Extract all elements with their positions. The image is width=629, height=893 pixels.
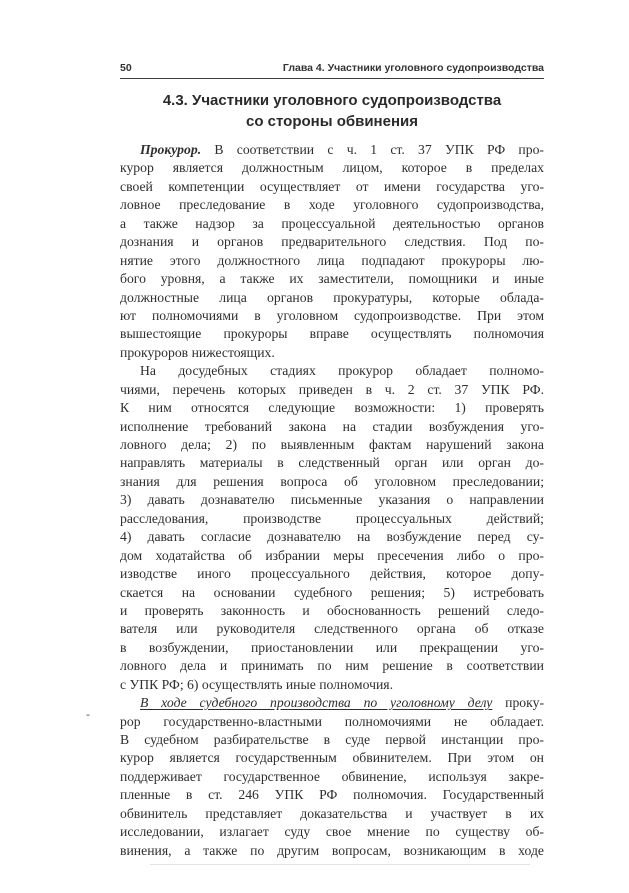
text-line: направлять материалы в следственный орган или орган до- [120,455,544,471]
text-line: чиями, перечень которых приведен в ч. 2 ст. 37 УПК РФ. [120,381,544,397]
text-line: ют полномочиями в уголовном судопроизводстве. При этом [120,307,544,323]
text-line: В ходе судебного производства по уголовному делу проку- [140,695,545,711]
text-line: вышестоящие прокуроры вправе осуществлять полномочия [120,326,544,342]
text-line: винения, а также по другим вопросам, возникающим в ходе [120,842,544,858]
text-line: расследования, производстве процессуальных действий; [120,510,544,526]
text-line: вателя или руководителя следственного органа об отказе [120,621,544,637]
body-text [120,141,544,860]
text-line: с УПК РФ; 6) осуществлять иные полномочия. [120,676,394,692]
chapter-title: Глава 4. Участники уголовного судопроизводства [282,62,544,74]
text-line: ловное преследование в ходе уголовного судопроизводства, [120,197,544,213]
text-line: рор государственно-властными полномочиями не обладает. [120,713,544,729]
text-line: прокуроров нижестоящих. [120,344,275,360]
margin-mark: - [86,707,90,721]
text-line: курор является должностным лицом, которое в пределах [120,160,544,176]
page-number: 50 [120,62,132,74]
text-line: исследовании, излагает суду свое мнение по существу об- [120,824,544,840]
text-line: пленные в ст. 246 УПК РФ полномочия. Государственный [120,787,544,803]
text-line: в возбуждении, приостановлении или прекращении уго- [120,639,544,655]
text-line: ловного дела и принимать по ним решение в соответствии [120,658,544,674]
text-line: нятие этого должностного лица подпадают прокуроры лю- [120,252,544,268]
section-heading-line: 4.3. Участники уголовного судопроизводства [162,92,502,109]
text-line: и проверять законность и обоснованность решений следо- [120,602,544,618]
text-line: курор является государственным обвинителем. При этом он [120,750,544,766]
text-line: дознания и органов предварительного следствия. Под по- [120,234,544,250]
text-line: а также надзор за процессуальной деятельностью органов [120,215,544,231]
page-bottom-shadow [150,864,530,865]
text-line: должностные лица органов прокуратуры, которые облада- [120,289,544,305]
text-line: знания для решения вопроса об уголовном преследовании; [120,473,544,489]
running-header [120,60,544,79]
text-line: бого уровня, а также их заместители, помощники и иные [120,271,544,287]
text-line: скается на основании судебного решения; 5) истребовать [120,584,544,600]
text-line: На досудебных стадиях прокурор обладает полномо- [140,363,544,379]
text-line: ловного дела; 2) по выявленным фактам нарушений закона [120,437,544,452]
text-line: дом ходатайства об избрании меры пресечения либо о про- [120,547,544,563]
text-line: К ним относятся следующие возможности: 1) проверять [120,400,544,416]
text-line: 3) давать дознавателю письменные указания о направлении [120,492,544,508]
text-line: В судебном разбирательстве в суде первой инстанции про- [120,732,544,747]
text-line: обвинитель представляет доказательства и участвует в их [120,805,544,821]
text-line: Прокурор. В соответствии с ч. 1 ст. 37 УПК РФ про- [140,142,544,157]
text-line: изводстве иного процессуального действия, которое допу- [120,566,544,582]
text-line: своей компетенции осуществляет от имени государства уго- [120,178,544,194]
text-line: 4) давать согласие дознавателю на возбуждение перед су- [120,529,544,545]
text-line: поддерживает государственное обвинение, используя закре- [120,768,544,784]
italic-phrase: В ходе судебного производства по уголовному делу [140,695,493,711]
text-line: исполнение требований закона на стадии возбуждения уго- [120,418,544,434]
lead-term: Прокурор. [140,142,202,157]
section-heading [120,90,544,132]
section-heading-line: со стороны обвинения [246,113,418,130]
